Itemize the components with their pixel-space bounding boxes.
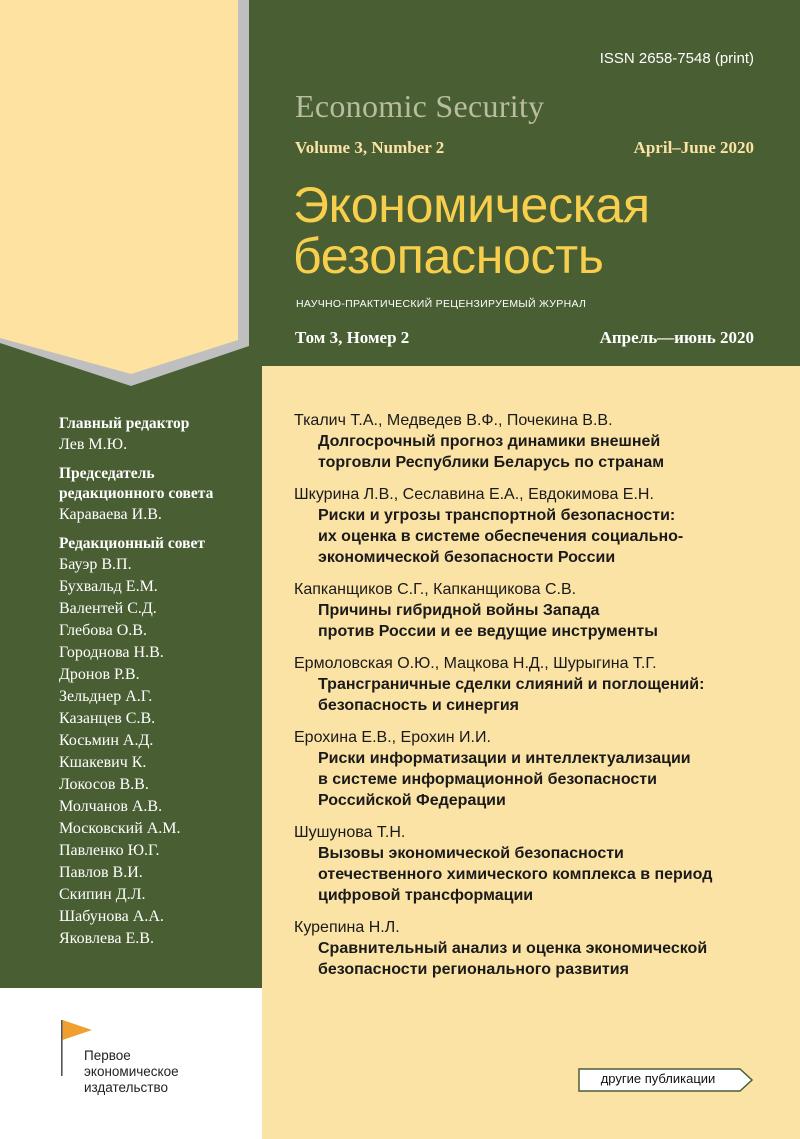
- more-publications-label: другие публикации: [600, 1071, 716, 1086]
- council-member: Бауэр В.П.: [59, 556, 132, 573]
- article-authors: Ермоловская О.Ю., Мацкова Н.Д., Шурыгина Т.Г.: [294, 655, 657, 672]
- article-authors: Курепина Н.Л.: [294, 919, 400, 936]
- council-member: Зельднер А.Г.: [59, 688, 153, 705]
- article-authors: Ткалич Т.А., Медведев В.Ф., Почекина В.В.: [294, 412, 613, 429]
- chair-role-line2: редакционного совета: [59, 485, 214, 502]
- article-title-line: в системе информационной безопасности: [318, 771, 657, 788]
- journal-title-ru-line2: безопасность: [293, 228, 604, 284]
- council-member: Молчанов А.В.: [59, 798, 163, 815]
- council-member: Дронов Р.В.: [59, 666, 140, 683]
- article-item[interactable]: [294, 727, 774, 811]
- publisher-name: [84, 1048, 254, 1096]
- publisher-name-line1: Первое: [84, 1048, 131, 1063]
- article-authors: Ерохина Е.В., Ерохин И.И.: [294, 729, 491, 746]
- article-title-line: Риски информатизации и интеллектуализации: [318, 750, 691, 767]
- article-authors: Шкурина Л.В., Сеславина Е.А., Евдокимова Е.Н.: [294, 486, 654, 503]
- journal-title-en: Economic Security: [295, 88, 545, 124]
- council-member: Локосов В.В.: [59, 776, 149, 793]
- article-title-line: Трансграничные сделки слияний и поглощений:: [318, 676, 705, 693]
- article-title-line: отечественного химического комплекса в период: [318, 866, 713, 883]
- council-member: Валентей С.Д.: [59, 600, 157, 617]
- date-en: April–June 2020: [633, 138, 754, 157]
- editor-in-chief: [59, 414, 259, 456]
- publisher-name-line2: экономическое: [84, 1064, 179, 1079]
- article-title-line: Риски и угрозы транспортной безопасности:: [318, 507, 676, 524]
- volume-en: Volume 3, Number 2: [295, 138, 445, 157]
- article-item[interactable]: [294, 822, 774, 906]
- article-title-line: экономической безопасности России: [318, 549, 616, 566]
- council-role: Редакционный совет: [59, 535, 205, 552]
- council-member: Бухвальд Е.М.: [59, 578, 158, 595]
- editorial-board: [59, 414, 259, 958]
- council-member: Павлов В.И.: [59, 864, 143, 881]
- article-authors: Капканщиков С.Г., Капканщикова С.В.: [294, 581, 577, 598]
- editorial-council: [59, 534, 259, 950]
- article-item[interactable]: [294, 410, 774, 473]
- article-title-line: Российской Федерации: [318, 792, 506, 809]
- article-item[interactable]: [294, 653, 774, 716]
- chair-role-line1: Председатель: [59, 465, 155, 482]
- article-item[interactable]: [294, 917, 774, 980]
- bookmark-decoration: [0, 0, 262, 400]
- editor-role: Главный редактор: [59, 415, 190, 432]
- article-title-line: Причины гибридной войны Запада: [318, 602, 600, 619]
- journal-title-ru-line1: Экономическая: [293, 177, 650, 233]
- article-authors: Шушунова Т.Н.: [294, 824, 406, 841]
- council-member: Казанцев С.В.: [59, 710, 156, 727]
- council-member: Городнова Н.В.: [59, 644, 164, 661]
- council-member: Шабунова А.А.: [59, 908, 164, 925]
- chair-name: Караваева И.В.: [59, 506, 162, 523]
- issn-label: ISSN 2658-7548 (print): [599, 50, 754, 67]
- article-title-line: Сравнительный анализ и оценка экономической: [318, 940, 708, 957]
- article-title-line: Долгосрочный прогноз динамики внешней: [318, 433, 661, 450]
- article-title-line: безопасности регионального развития: [318, 961, 629, 978]
- publisher-name-line3: издательство: [84, 1080, 168, 1095]
- council-chair: [59, 464, 259, 526]
- article-item[interactable]: [294, 579, 774, 642]
- table-of-contents: [294, 410, 774, 991]
- volume-ru: Том 3, Номер 2: [295, 328, 410, 347]
- more-publications-button[interactable]: [578, 1068, 754, 1092]
- council-member: Московский А.М.: [59, 820, 181, 837]
- journal-subtitle-ru: НАУЧНО-ПРАКТИЧЕСКИЙ РЕЦЕНЗИРУЕМЫЙ ЖУРНАЛ: [296, 298, 587, 310]
- council-member: Яковлева Е.В.: [59, 930, 154, 947]
- council-member: Кшакевич К.: [59, 754, 147, 771]
- article-title-line: против России и ее ведущие инструменты: [318, 623, 658, 640]
- journal-title-ru: [293, 177, 650, 284]
- article-title-line: их оценка в системе обеспечения социально-: [318, 528, 684, 545]
- editor-name: Лев М.Ю.: [59, 436, 128, 453]
- article-title-line: безопасность и синергия: [318, 697, 519, 714]
- council-members-list: [59, 554, 259, 950]
- council-member: Косьмин А.Д.: [59, 732, 154, 749]
- council-member: Скипин Д.Л.: [59, 886, 146, 903]
- date-ru: Апрель—июнь 2020: [599, 328, 754, 347]
- article-title-line: Вызовы экономической безопасности: [318, 845, 624, 862]
- council-member: Павленко Ю.Г.: [59, 842, 160, 859]
- article-item[interactable]: [294, 484, 774, 568]
- article-title-line: торговли Республики Беларусь по странам: [318, 454, 665, 471]
- council-member: Глебова О.В.: [59, 622, 147, 639]
- article-title-line: цифровой трансформации: [318, 887, 534, 904]
